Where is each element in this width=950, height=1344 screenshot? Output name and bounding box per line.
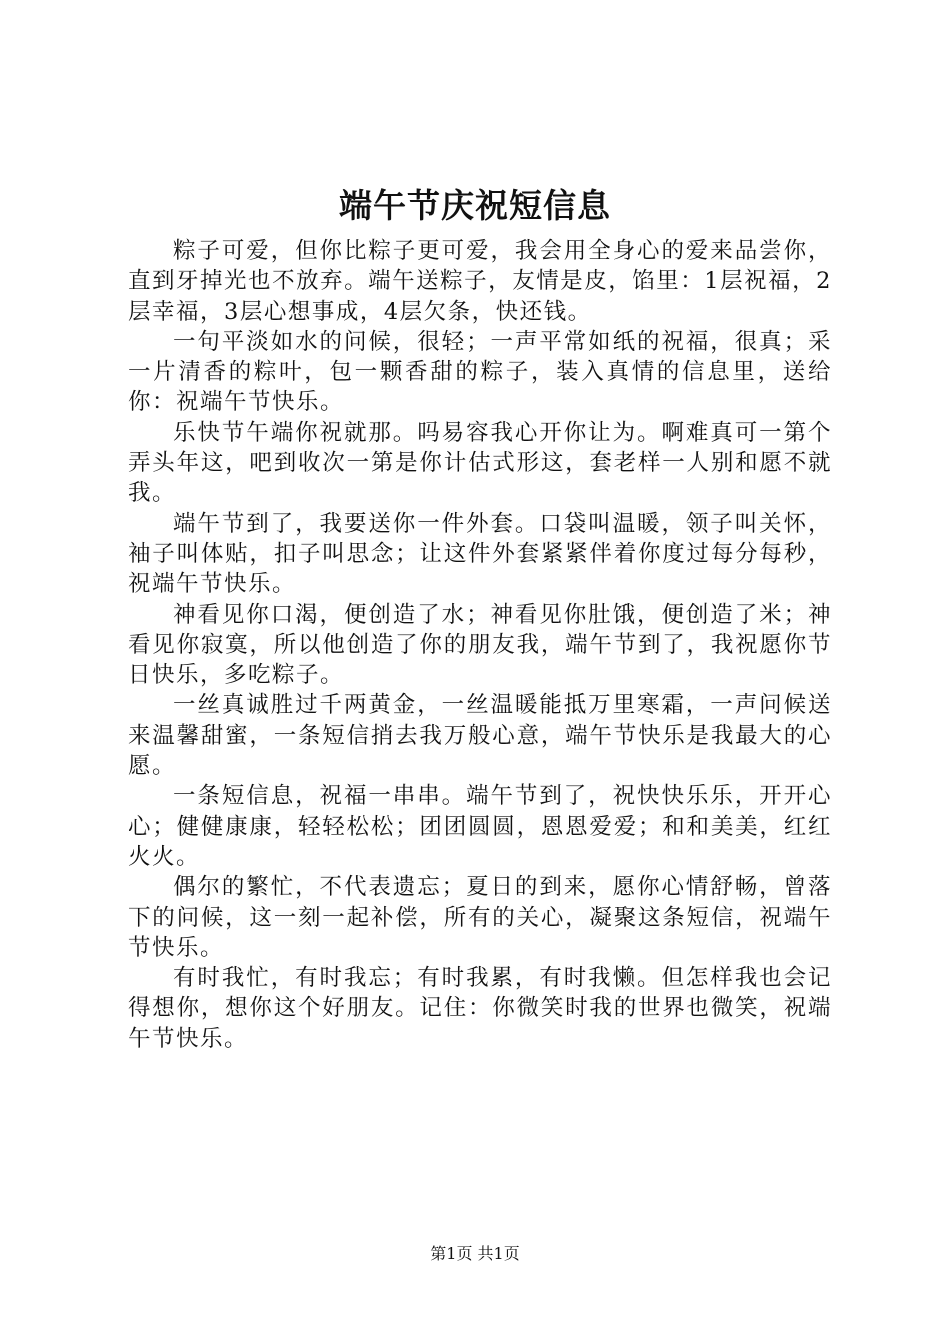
document-body [128, 236, 832, 1054]
paragraph: 粽子可爱，但你比粽子更可爱，我会用全身心的爱来品尝你，直到牙掉光也不放弃。端午送粽子，友情是皮，馅里：1层祝福，2层幸福，3层心想事成，4层欠条，快还钱。 [128, 238, 832, 325]
paragraph: 一丝真诚胜过千两黄金，一丝温暖能抵万里寒霜，一声问候送来温馨甜蜜，一条短信捎去我万般心意，端午节快乐是我最大的心愿。 [128, 692, 832, 780]
page-footer: 第1页 共1页 [430, 1244, 520, 1263]
document-title: 端午节庆祝短信息 [339, 186, 611, 225]
paragraph: 一句平淡如水的问候，很轻；一声平常如纸的祝福，很真；采一片清香的粽叶，包一颗香甜的粽子，装入真情的信息里，送给你：祝端午节快乐。 [128, 328, 832, 416]
paragraph: 乐快节午端你祝就那。吗易容我心开你让为。啊难真可一第个弄头年这，吧到收次一第是你计估式形这，套老样一人别和愿不就我。 [128, 419, 832, 507]
paragraph: 有时我忙，有时我忘；有时我累，有时我懒。但怎样我也会记得想你，想你这个好朋友。记住：你微笑时我的世界也微笑，祝端午节快乐。 [128, 965, 832, 1052]
paragraph: 神看见你口渴，便创造了水；神看见你肚饿，便创造了米；神看见你寂寞，所以他创造了你的朋友我，端午节到了，我祝愿你节日快乐，多吃粽子。 [128, 601, 832, 689]
paragraph: 偶尔的繁忙，不代表遗忘；夏日的到来，愿你心情舒畅，曾落下的问候，这一刻一起补偿，所有的关心，凝聚这条短信，祝端午节快乐。 [128, 874, 832, 961]
paragraph: 一条短信息，祝福一串串。端午节到了，祝快快乐乐，开开心心；健健康康，轻轻松松；团团圆圆，恩恩爱爱；和和美美，红红火火。 [128, 783, 832, 870]
paragraph: 端午节到了，我要送你一件外套。口袋叫温暖，领子叫关怀，袖子叫体贴，扣子叫思念；让这件外套紧紧伴着你度过每分每秒，祝端午节快乐。 [128, 510, 832, 598]
